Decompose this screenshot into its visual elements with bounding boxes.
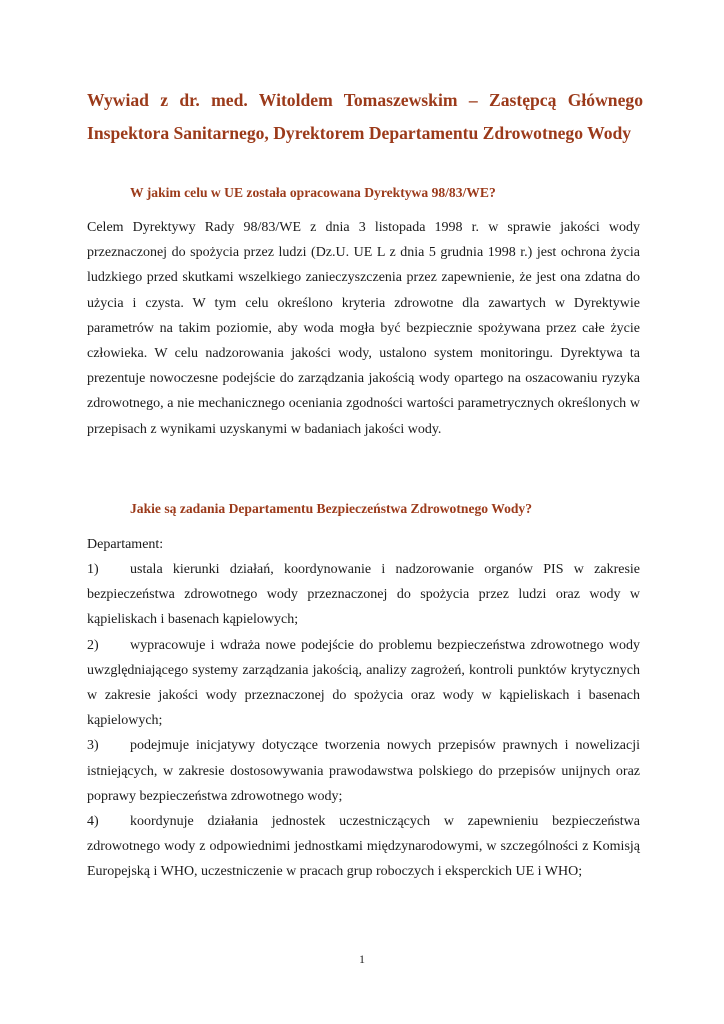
list-item-number: 4) [87, 814, 99, 830]
task-list [87, 557, 640, 885]
list-item-number: 3) [87, 738, 99, 754]
answer-paragraph-1: Celem Dyrektywy Rady 98/83/WE z dnia 3 listopada 1998 r. w sprawie jakości wody przeznaczonej do spożycia przez ludzi (Dz.U. UE L z dnia 5 grudnia 1998 r.) jest ochrona życia ludzkiego przed skutkami wszelkiego zanieczyszczenia przez zapewnienie, że jest ona zdatna do użycia i czysta. W tym celu określono kryteria zdrowotne dla zawartych w Dyrektywie parametrów na takim poziomie, aby woda mogła być bezpiecznie spożywana przez całe życie człowieka. W celu nadzorowania jakości wody, ustalono system monitoringu. Dyrektywa ta prezentuje nowoczesne podejście do zarządzania jakością wody opartego na oszacowaniu ryzyka zdrowotnego, a nie mechanicznego oceniania zgodności wartości parametrycznych określonych w przepisach z wynikami uzyskanymi w badaniach jakości wody. [87, 220, 640, 437]
list-item-text: ustala kierunki działań, koordynowanie i nadzorowanie organów PIS w zakresie bezpieczeństwa zdrowotnego wody przeznaczonej do spożycia przez ludzi oraz wody w kąpieliskach i basenach kąpielowych; [87, 562, 640, 628]
question-heading-1: W jakim celu w UE została opracowana Dyrektywa 98/83/WE? [130, 185, 496, 200]
list-item [87, 633, 640, 734]
list-item [87, 733, 640, 809]
question-heading-2: Jakie są zadania Departamentu Bezpieczeństwa Zdrowotnego Wody? [130, 501, 533, 516]
page-number: 1 [359, 952, 365, 966]
list-item-number: 2) [87, 637, 99, 653]
list-item-text: podejmuje inicjatywy dotyczące tworzenia nowych przepisów prawnych i nowelizacji istniejących, w zakresie dostosowywania prawodawstwa polskiego do przepisów unijnych oraz poprawy bezpieczeństwa zdrowotnego wody; [87, 738, 640, 804]
list-item-text: wypracowuje i wdraża nowe podejście do problemu bezpieczeństwa zdrowotnego wody uwzględniającego systemy zarządzania jakością, analizy zagrożeń, kontroli punktów krytycznych w zakresie jakości wody przeznaczonej do spożycia oraz wody w kąpieliskach i basenach kąpielowych; [87, 637, 640, 729]
page-title: Wywiad z dr. med. Witoldem Tomaszewskim – Zastępcą Głównego Inspektora Sanitarnego, Dyrektorem Departamentu Zdrowotnego Wody [87, 90, 643, 143]
list-item-number: 1) [87, 562, 99, 577]
list-item-text: koordynuje działania jednostek uczestniczących w zapewnieniu bezpieczeństwa zdrowotnego wody z odpowiednimi jednostkami międzynarodowymi, w szczególności z Komisją Europejską i WHO, uczestniczenie w pracach grup roboczych i eksperckich UE i WHO; [87, 814, 640, 880]
list-item [87, 809, 640, 885]
list-item [87, 557, 640, 633]
department-label: Departament: [87, 537, 164, 552]
